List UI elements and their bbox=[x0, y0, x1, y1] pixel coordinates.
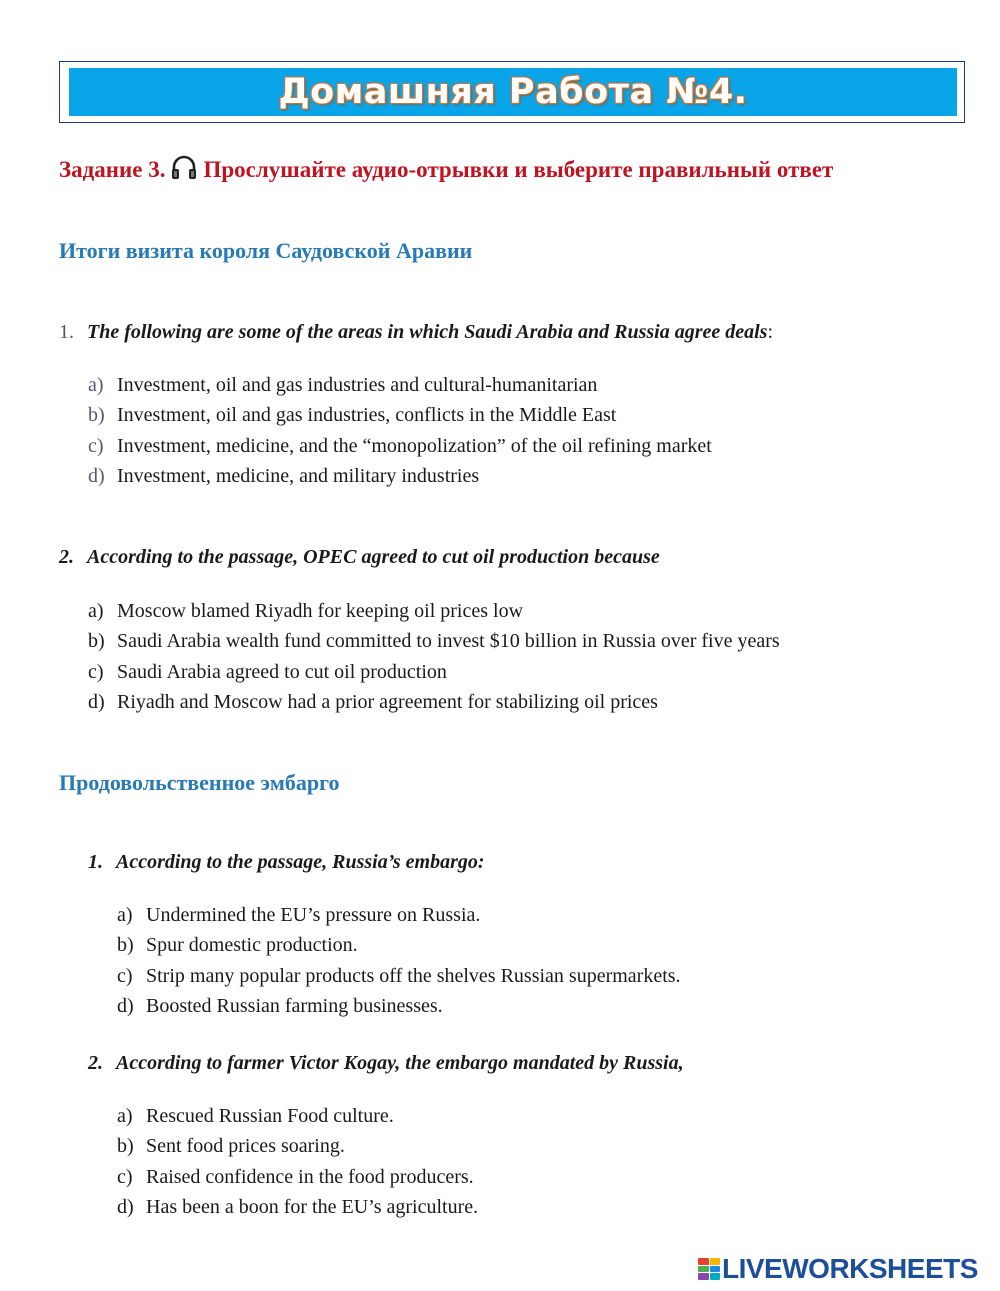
header-banner bbox=[69, 68, 957, 116]
option-text: Boosted Russian farming businesses. bbox=[146, 995, 443, 1018]
option-c[interactable] bbox=[88, 431, 712, 461]
question-number: 1. bbox=[88, 851, 103, 873]
liveworksheets-logo[interactable] bbox=[698, 1253, 978, 1285]
option-a[interactable] bbox=[88, 370, 712, 400]
option-letter: c) bbox=[88, 660, 104, 683]
options-s2-q2 bbox=[117, 1101, 478, 1223]
option-letter: d) bbox=[88, 691, 105, 714]
question-s2-q1 bbox=[88, 851, 485, 874]
option-letter: d) bbox=[117, 1196, 134, 1219]
option-text: Has been a boon for the EU’s agriculture. bbox=[146, 1196, 479, 1219]
page-title: Домашняя Работа №4. bbox=[278, 72, 748, 112]
option-text: Sent food prices soaring. bbox=[146, 1135, 345, 1158]
option-text: Saudi Arabia wealth fund committed to invest $10 billion in Russia over five years bbox=[117, 630, 780, 653]
logo-block bbox=[710, 1266, 721, 1273]
option-letter: b) bbox=[88, 630, 105, 653]
option-b[interactable] bbox=[117, 1131, 478, 1161]
option-letter: d) bbox=[88, 465, 105, 488]
headphones-icon bbox=[170, 155, 198, 181]
option-text: Spur domestic production. bbox=[146, 934, 358, 957]
option-letter: c) bbox=[88, 434, 104, 457]
option-text: Riyadh and Moscow had a prior agreement for stabilizing oil prices bbox=[117, 691, 658, 714]
logo-block bbox=[698, 1266, 709, 1273]
options-s1-q2 bbox=[88, 596, 780, 718]
question-number: 2. bbox=[59, 546, 74, 568]
option-letter: a) bbox=[117, 904, 133, 926]
question-number: 2. bbox=[88, 1052, 103, 1074]
option-c[interactable] bbox=[88, 657, 780, 687]
question-suffix: : bbox=[767, 321, 774, 343]
question-text: According to the passage, Russia’s embargo: bbox=[116, 851, 485, 873]
option-c[interactable] bbox=[117, 1162, 478, 1192]
option-text: Moscow blamed Riyadh for keeping oil prices low bbox=[117, 600, 524, 622]
task-line bbox=[59, 157, 833, 183]
option-letter: a) bbox=[88, 600, 104, 622]
option-letter: b) bbox=[117, 934, 134, 957]
question-text: According to farmer Victor Kogay, the embargo mandated by Russia, bbox=[116, 1052, 684, 1074]
section-title-saudi-visit: Итоги визита короля Саудовской Аравии bbox=[59, 238, 473, 263]
option-a[interactable] bbox=[117, 900, 681, 930]
options-s1-q1 bbox=[88, 370, 712, 492]
option-a[interactable] bbox=[117, 1101, 478, 1131]
option-letter: a) bbox=[88, 374, 104, 396]
option-text: Raised confidence in the food producers. bbox=[146, 1165, 474, 1188]
option-text: Rescued Russian Food culture. bbox=[146, 1105, 394, 1127]
option-letter: c) bbox=[117, 964, 133, 987]
option-text: Undermined the EU’s pressure on Russia. bbox=[146, 904, 481, 926]
option-d[interactable] bbox=[117, 1192, 478, 1222]
option-letter: d) bbox=[117, 995, 134, 1018]
option-letter: b) bbox=[88, 404, 105, 427]
logo-block bbox=[710, 1258, 721, 1265]
question-number: 1. bbox=[59, 321, 74, 343]
task-label: Задание 3. bbox=[59, 157, 166, 182]
question-s1-q1 bbox=[59, 321, 773, 344]
logo-text: LIVEWORKSHEETS bbox=[722, 1253, 978, 1284]
question-text: The following are some of the areas in which Saudi Arabia and Russia agree deals bbox=[87, 321, 768, 343]
task-instruction: Прослушайте аудио-отрывки и выберите правильный ответ bbox=[203, 157, 834, 182]
option-b[interactable] bbox=[117, 930, 681, 960]
header-banner-frame bbox=[59, 61, 965, 123]
option-d[interactable] bbox=[117, 991, 681, 1021]
section-title-food-embargo: Продовольственное эмбарго bbox=[59, 770, 340, 795]
logo-block bbox=[698, 1273, 709, 1280]
option-letter: b) bbox=[117, 1135, 134, 1158]
option-b[interactable] bbox=[88, 400, 712, 430]
logo-mark-icon bbox=[698, 1258, 720, 1280]
option-a[interactable] bbox=[88, 596, 780, 626]
question-s2-q2 bbox=[88, 1052, 684, 1075]
option-letter: c) bbox=[117, 1165, 133, 1188]
option-text: Investment, oil and gas industries and cultural-humanitarian bbox=[117, 374, 598, 396]
option-b[interactable] bbox=[88, 626, 780, 656]
question-text: According to the passage, OPEC agreed to cut oil production because bbox=[87, 546, 660, 568]
option-c[interactable] bbox=[117, 961, 681, 991]
option-d[interactable] bbox=[88, 461, 712, 491]
question-s1-q2 bbox=[59, 546, 660, 569]
logo-block bbox=[710, 1273, 721, 1280]
option-letter: a) bbox=[117, 1105, 133, 1127]
option-text: Investment, oil and gas industries, conflicts in the Middle East bbox=[117, 404, 617, 427]
option-text: Saudi Arabia agreed to cut oil production bbox=[117, 660, 447, 683]
option-text: Investment, medicine, and military industries bbox=[117, 465, 480, 488]
option-text: Strip many popular products off the shelves Russian supermarkets. bbox=[146, 964, 681, 987]
logo-block bbox=[698, 1258, 709, 1265]
option-d[interactable] bbox=[88, 687, 780, 717]
options-s2-q1 bbox=[117, 900, 681, 1022]
option-text: Investment, medicine, and the “monopolization” of the oil refining market bbox=[117, 434, 712, 457]
